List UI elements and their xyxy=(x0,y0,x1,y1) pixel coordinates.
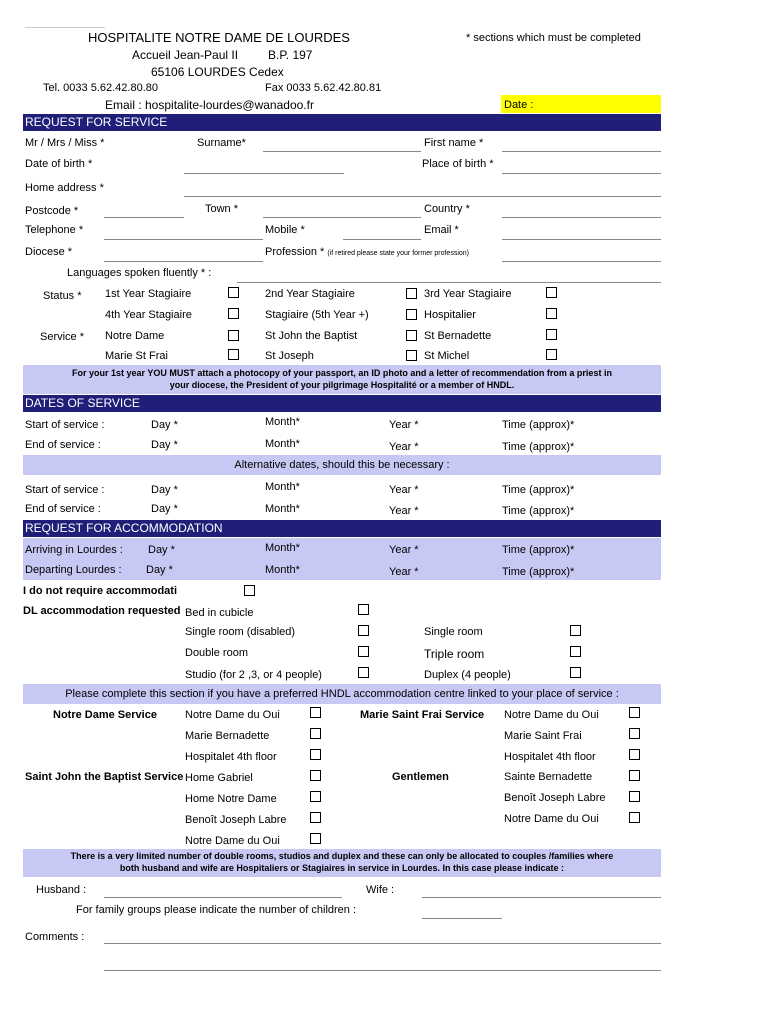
service-st-bernadette: St Bernadette xyxy=(424,330,492,342)
departing-year-label: Year * xyxy=(389,566,419,578)
marie-st-frai-service-label: Marie Saint Frai Service xyxy=(360,709,485,721)
languages-label: Languages spoken fluently * : xyxy=(67,267,212,279)
status-5th-year-checkbox[interactable] xyxy=(406,309,417,320)
first-year-note: For your 1st year YOU MUST attach a photocopy of your passport, an ID photo and a letter of recommendation from a priest in your diocese, the President of your pilgrimage Hospitalité or a member of HNDL. xyxy=(23,365,661,394)
bed-cubicle-checkbox[interactable] xyxy=(358,604,369,615)
arriving-year-label: Year * xyxy=(389,544,419,556)
single-room-label: Single room xyxy=(424,626,483,638)
email-header: Email : hospitalite-lourdes@wanadoo.fr xyxy=(105,98,314,112)
alt-start-month-label: Month* xyxy=(265,481,300,493)
msf-centre-1: Notre Dame du Oui xyxy=(504,709,599,721)
comments-field-2[interactable] xyxy=(104,970,661,971)
wife-label: Wife : xyxy=(366,884,395,896)
nd-centre-3-checkbox[interactable] xyxy=(310,749,321,760)
triple-room-label: Triple room xyxy=(424,647,485,661)
service-st-michel: St Michel xyxy=(424,350,470,362)
arriving-month-label: Month* xyxy=(265,542,300,554)
departing-time-label: Time (approx)* xyxy=(502,566,575,578)
pob-field[interactable] xyxy=(502,173,661,174)
address-line2: 65106 LOURDES Cedex xyxy=(151,65,284,79)
tel: Tel. 0033 5.62.42.80.80 xyxy=(43,82,158,94)
postcode-field[interactable] xyxy=(104,217,184,218)
msf-centre-2: Marie Saint Frai xyxy=(504,730,582,742)
start-time-label: Time (approx)* xyxy=(502,419,575,431)
gent-centre-1-checkbox[interactable] xyxy=(629,770,640,781)
service-st-michel-checkbox[interactable] xyxy=(546,349,557,360)
no-accommodation-label: I do not require accommodati xyxy=(23,585,178,597)
service-st-bernadette-checkbox[interactable] xyxy=(546,329,557,340)
double-room-label: Double room xyxy=(185,647,248,659)
departing-label: Departing Lourdes : xyxy=(25,564,122,576)
org-name: HOSPITALITE NOTRE DAME DE LOURDES xyxy=(88,30,350,45)
first-name-field[interactable] xyxy=(502,151,661,152)
alt-end-year-label: Year * xyxy=(389,505,419,517)
notre-dame-service-label: Notre Dame Service xyxy=(53,709,157,721)
end-day-label: Day * xyxy=(151,439,178,451)
alt-end-day-label: Day * xyxy=(151,503,178,515)
status-4th-year-checkbox[interactable] xyxy=(228,308,239,319)
home-address-label: Home address * xyxy=(25,182,104,194)
address-line1: Accueil Jean-Paul II xyxy=(132,48,239,62)
sj-centre-2-checkbox[interactable] xyxy=(310,791,321,802)
status-4th-year: 4th Year Stagiaire xyxy=(105,309,192,321)
status-1st-year-checkbox[interactable] xyxy=(228,287,239,298)
profession-note: (if retired please state your former profession) xyxy=(327,250,469,257)
status-5th-year: Stagiaire (5th Year +) xyxy=(265,309,369,321)
telephone-label: Telephone * xyxy=(25,224,84,236)
dob-label: Date of birth * xyxy=(25,158,93,170)
end-month-label: Month* xyxy=(265,438,300,450)
request-service-header: REQUEST FOR SERVICE xyxy=(23,114,661,131)
country-label: Country * xyxy=(424,203,470,215)
date-field[interactable] xyxy=(501,95,661,113)
alt-start-year-label: Year * xyxy=(389,484,419,496)
triple-room-checkbox[interactable] xyxy=(570,646,581,657)
children-label: For family groups please indicate the number of children : xyxy=(76,904,357,916)
status-3rd-year-checkbox[interactable] xyxy=(546,287,557,298)
mobile-label: Mobile * xyxy=(265,224,305,236)
start-service-label: Start of service : xyxy=(25,419,105,431)
couples-note-band: There is a very limited number of double rooms, studios and duplex and these can only be allocated to couples /families where both husband and wife are Hospitaliers or Stagiaires in service in Lourdes. In this case please indicate : xyxy=(23,849,661,877)
st-john-service-label: Saint John the Baptist Service xyxy=(25,771,184,783)
mobile-field[interactable] xyxy=(343,239,421,240)
arriving-label: Arriving in Lourdes : xyxy=(25,544,123,556)
preferred-centre-band: Please complete this section if you have a preferred HNDL accommodation centre linked to your place of service : xyxy=(23,684,661,704)
service-st-joseph: St Joseph xyxy=(265,350,314,362)
alternative-dates-band: Alternative dates, should this be necessary : xyxy=(23,455,661,475)
duplex-checkbox[interactable] xyxy=(570,667,581,678)
alt-start-day-label: Day * xyxy=(151,484,178,496)
gentlemen-label: Gentlemen xyxy=(392,771,449,783)
double-room-checkbox[interactable] xyxy=(358,646,369,657)
service-st-joseph-checkbox[interactable] xyxy=(406,350,417,361)
single-disabled-checkbox[interactable] xyxy=(358,625,369,636)
msf-centre-3: Hospitalet 4th floor xyxy=(504,751,596,763)
languages-field[interactable] xyxy=(237,282,661,283)
departing-day-label: Day * xyxy=(146,564,173,576)
fax: Fax 0033 5.62.42.80.81 xyxy=(265,82,382,94)
arriving-day-label: Day * xyxy=(148,544,175,556)
status-hospitalier-checkbox[interactable] xyxy=(546,308,557,319)
status-2nd-year: 2nd Year Stagiaire xyxy=(265,288,355,300)
profession-label: Profession * (if retired please state your former profession) xyxy=(265,246,469,258)
surname-field[interactable] xyxy=(263,151,421,152)
msf-centre-2-checkbox[interactable] xyxy=(629,728,640,739)
diocese-field[interactable] xyxy=(104,261,263,262)
town-label: Town * xyxy=(205,203,239,215)
alt-start-service-label: Start of service : xyxy=(25,484,105,496)
comments-label: Comments : xyxy=(25,931,85,943)
end-time-label: Time (approx)* xyxy=(502,441,575,453)
departing-month-label: Month* xyxy=(265,564,300,576)
start-day-label: Day * xyxy=(151,419,178,431)
hndl-requested-label: DL accommodation requested xyxy=(23,605,181,617)
dob-field[interactable] xyxy=(184,173,344,174)
service-st-john: St John the Baptist xyxy=(265,330,358,342)
alt-end-time-label: Time (approx)* xyxy=(502,505,575,517)
no-accommodation-checkbox[interactable] xyxy=(244,585,255,596)
single-room-checkbox[interactable] xyxy=(570,625,581,636)
address-po: B.P. 197 xyxy=(268,48,313,62)
service-notre-dame-checkbox[interactable] xyxy=(228,330,239,341)
sj-centre-4: Notre Dame du Oui xyxy=(185,835,280,847)
service-notre-dame: Notre Dame xyxy=(105,330,165,342)
children-field[interactable] xyxy=(422,918,502,919)
nd-centre-3: Hospitalet 4th floor xyxy=(185,751,277,763)
gent-centre-3: Notre Dame du Oui xyxy=(504,813,599,825)
sj-centre-1-checkbox[interactable] xyxy=(310,770,321,781)
service-marie-st-frai: Marie St Frai xyxy=(105,350,168,362)
nd-centre-1-checkbox[interactable] xyxy=(310,707,321,718)
studio-label: Studio (for 2 ,3, or 4 people) xyxy=(185,669,322,681)
husband-field[interactable] xyxy=(104,897,342,898)
sj-centre-4-checkbox[interactable] xyxy=(310,833,321,844)
nd-centre-1: Notre Dame du Oui xyxy=(185,709,280,721)
msf-centre-3-checkbox[interactable] xyxy=(629,749,640,760)
town-field[interactable] xyxy=(263,217,421,218)
date-label: Date : xyxy=(504,99,534,111)
msf-centre-1-checkbox[interactable] xyxy=(629,707,640,718)
sj-centre-2: Home Notre Dame xyxy=(185,793,277,805)
gent-centre-2-checkbox[interactable] xyxy=(629,791,640,802)
gent-centre-3-checkbox[interactable] xyxy=(629,812,640,823)
mr-mrs-label: Mr / Mrs / Miss * xyxy=(25,137,105,149)
accommodation-header: REQUEST FOR ACCOMMODATION xyxy=(23,520,661,537)
nd-centre-2-checkbox[interactable] xyxy=(310,728,321,739)
gent-centre-1: Sainte Bernadette xyxy=(504,771,593,783)
pob-label: Place of birth * xyxy=(422,158,494,170)
service-label: Service * xyxy=(40,331,85,343)
duplex-label: Duplex (4 people) xyxy=(424,669,511,681)
email-label: Email * xyxy=(424,224,459,236)
comments-field-1[interactable] xyxy=(104,943,661,944)
status-1st-year: 1st Year Stagiaire xyxy=(105,288,192,300)
profession-field[interactable] xyxy=(502,261,661,262)
arriving-time-label: Time (approx)* xyxy=(502,544,575,556)
top-rule xyxy=(25,27,105,28)
alt-end-month-label: Month* xyxy=(265,503,300,515)
single-disabled-label: Single room (disabled) xyxy=(185,626,296,638)
alt-end-service-label: End of service : xyxy=(25,503,101,515)
service-marie-st-frai-checkbox[interactable] xyxy=(228,349,239,360)
postcode-label: Postcode * xyxy=(25,205,79,217)
sj-centre-3-checkbox[interactable] xyxy=(310,812,321,823)
start-month-label: Month* xyxy=(265,416,300,428)
service-st-john-checkbox[interactable] xyxy=(406,330,417,341)
start-year-label: Year * xyxy=(389,419,419,431)
sj-centre-1: Home Gabriel xyxy=(185,772,253,784)
studio-checkbox[interactable] xyxy=(358,667,369,678)
sj-centre-3: Benoît Joseph Labre xyxy=(185,814,287,826)
required-note: * sections which must be completed xyxy=(466,32,641,44)
bed-cubicle-label: Bed in cubicle xyxy=(185,607,254,619)
status-3rd-year: 3rd Year Stagiaire xyxy=(424,288,512,300)
status-label: Status * xyxy=(43,290,82,302)
diocese-label: Diocese * xyxy=(25,246,73,258)
surname-label: Surname* xyxy=(197,137,246,149)
status-hospitalier: Hospitalier xyxy=(424,309,476,321)
telephone-field[interactable] xyxy=(104,239,263,240)
end-service-label: End of service : xyxy=(25,439,101,451)
status-2nd-year-checkbox[interactable] xyxy=(406,288,417,299)
wife-field[interactable] xyxy=(422,897,661,898)
end-year-label: Year * xyxy=(389,441,419,453)
first-name-label: First name * xyxy=(424,137,484,149)
husband-label: Husband : xyxy=(36,884,87,896)
country-field[interactable] xyxy=(502,217,661,218)
nd-centre-2: Marie Bernadette xyxy=(185,730,270,742)
alt-start-time-label: Time (approx)* xyxy=(502,484,575,496)
email-field[interactable] xyxy=(502,239,661,240)
gent-centre-2: Benoît Joseph Labre xyxy=(504,792,606,804)
home-address-field[interactable] xyxy=(184,196,661,197)
dates-service-header: DATES OF SERVICE xyxy=(23,395,661,412)
